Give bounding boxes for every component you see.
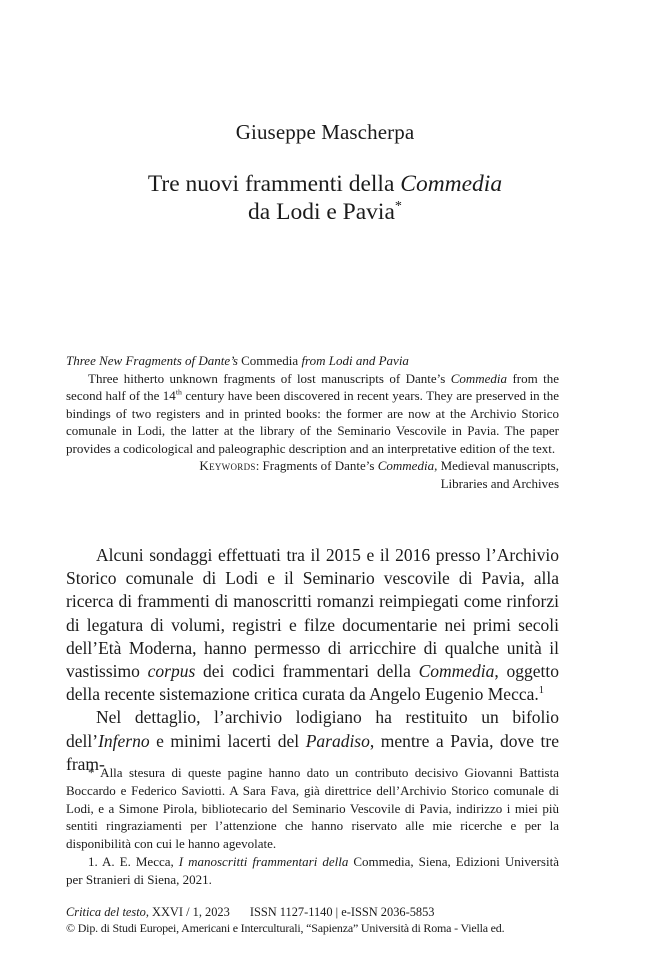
title-line-2 [0,198,650,226]
title-footnote-mark[interactable]: * [394,198,402,215]
title-text: Tre nuovi frammenti della [147,171,401,197]
journal-issue: , XXVI / 1, 2023 [145,905,230,919]
footnote-1 [66,853,559,889]
p1-italic-corpus: corpus [147,661,196,682]
paragraph-1 [66,544,559,706]
journal-line [66,904,586,920]
abstract-sup: th [175,387,182,397]
article-title [0,170,650,226]
p1-italic-commedia: Commedia [418,661,495,682]
abstract [66,352,559,492]
footnotes [66,764,559,889]
author-name: Giuseppe Mascherpa [235,120,415,144]
p1-text-3: , oggetto della recente sistemazione critica curata da Angelo Eugenio Mecca. [66,661,559,705]
title-line-1 [0,170,650,198]
keywords-italic: Commedia [377,458,435,473]
abstract-body [66,370,559,458]
abstract-title-upright: Commedia [241,353,299,368]
abstract-text-2: from the second half of the 14 [66,370,559,403]
abstract-italic: Commedia [450,370,508,386]
abstract-title-part-2: from Lodi and Pavia [298,353,409,368]
footnote-ref-1[interactable]: 1 [538,685,545,697]
p2-text-3: , mentre a Pavia, dove tre fram- [66,730,559,774]
issn: ISSN 1127-1140 | e-ISSN 2036-5853 [249,905,435,919]
footnote-1-italic: I manoscritti frammentari della [178,853,349,869]
p2-text: Nel dettaglio, l’archivio lodigiano ha restituito un bifolio dell’ [66,707,559,751]
abstract-title-part: Three New Fragments of Dante’s [66,353,242,368]
copyright-line: © Dip. di Studi Europei, Americani e Interculturali, “Sapienza” Università di Roma - Viella ed. [66,921,505,935]
keywords-text-2: , Medieval manuscripts, Libraries and Archives [434,458,559,491]
abstract-text-3: century have been discovered in recent years. They are preserved in the bindings of two registers and in printed books: the former are now at the Archivio Storico comunale in Lodi, the latter at the library of the Seminario Vescovile in Pavia. The paper provides a codicological and paleographic description and an interpretative edition of the text. [66,388,560,456]
page-footer [66,904,586,936]
footnote-star: * Alla stesura di queste pagine hanno dato un contributo decisivo Giovanni Battista Boccardo e Federico Saviotti. A Sara Fava, già direttrice dell’Archivio Storico comunale di Lodi, e a Simone Pirola, bibliotecario del Seminario Vescovile di Pavia, indirizzo i miei più sentiti ringraziamenti per l’attenzione che hanno riservato alle mie ricerche e per la disponibilità con cui le hanno agevolate. [66,765,559,852]
keywords-text: : Fragments of Dante’s [255,458,378,473]
title-text-2: da Lodi e Pavia [248,199,395,225]
main-text [66,544,559,776]
abstract-text: Three hitherto unknown fragments of lost manuscripts of Dante’s [88,370,451,386]
footnote-1-text-2: Commedia, Siena, Edizioni Università per Stranieri di Siena, 2021. [66,853,559,887]
p2-text-2: e minimi lacerti del [149,730,306,751]
journal-name: Critica del testo [66,905,146,919]
p1-text-2: dei codici frammentari della [195,661,419,682]
footnote-1-text: 1. A. E. Mecca, [88,853,179,869]
p1-text: Alcuni sondaggi effettuati tra il 2015 e il 2016 presso l’Archivio Storico comunale di Lodi e il Seminario vescovile di Pavia, alla ricerca di frammenti di manoscritti romanzi reimpiegati come rinforzi di legatura di volumi, registri e filze documentarie nei primi secoli dell’Età Moderna, hanno permesso di arricchire di qualche unità il vastissimo [66,545,559,682]
abstract-title [66,352,559,370]
keywords-label: Keywords [199,458,256,473]
keywords [66,457,559,492]
title-italic: Commedia [400,171,503,197]
p2-italic-inferno: Inferno [98,730,150,751]
p2-italic-paradiso: Paradiso [305,730,370,751]
